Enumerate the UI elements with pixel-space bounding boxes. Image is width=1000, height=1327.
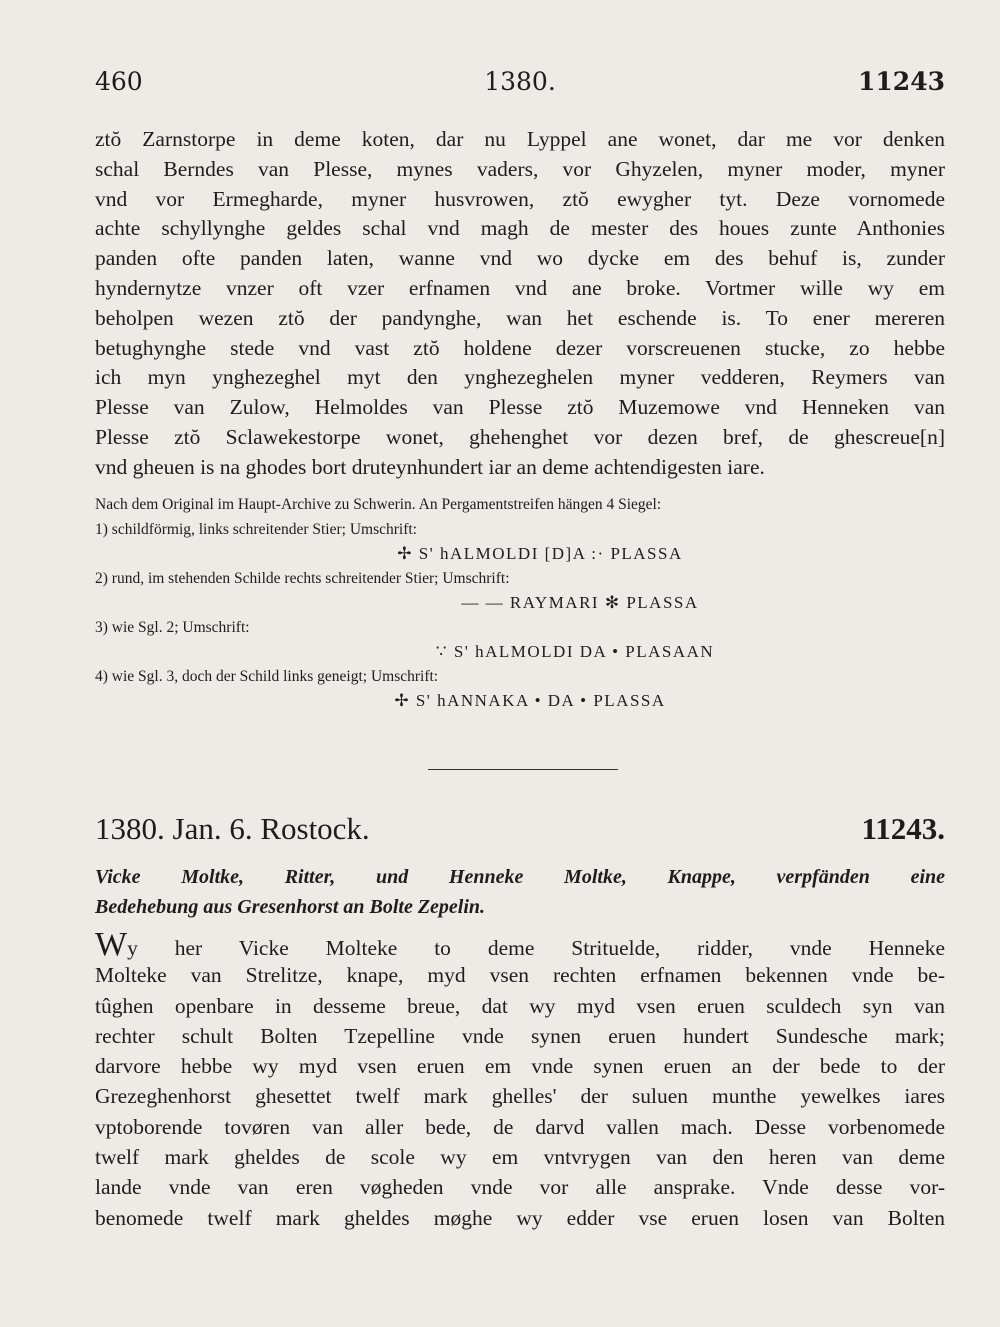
document-text	[95, 926, 945, 1233]
header-year: 1380.	[484, 67, 556, 96]
text-line: darvore hebbe wy myd vsen eruen em vnde synen eruen an der bede to der	[95, 1054, 945, 1079]
text-line: vnd gheuen is na ghodes bort druteynhundert iar an deme achtendigesten iare.	[95, 454, 765, 479]
text-line: betughynghe stede vnd vast ztŏ holdene dezer vorscreuenen stucke, zo hebbe	[95, 335, 945, 360]
seal-legend-2: — — RAYMARI ✻ PLASSA	[461, 593, 699, 612]
running-header	[95, 62, 945, 102]
text-line: ztŏ Zarnstorpe in deme koten, dar nu Lyppel ane wonet, dar me vor denken	[95, 127, 945, 151]
summary-line: Vicke Moltke, Ritter, und Henneke Moltke, Knappe, verpfänden eine	[95, 866, 945, 888]
seal-description-2: 2) rund, im stehenden Schilde rechts schreitender Stier; Umschrift:	[95, 570, 510, 587]
document-summary	[95, 862, 945, 922]
text-line: Plesse ztŏ Sclawekestorpe wonet, ghehenghet vor dezen bref, de ghescreue[n]	[95, 424, 945, 449]
document-heading	[95, 808, 945, 850]
seal-notes	[95, 492, 945, 713]
text-line: twelf mark gheldes de scole wy em vntvrygen van den heren van deme	[95, 1145, 945, 1170]
text-line: panden ofte panden laten, wanne vnd wo dycke em des behuf is, zunder	[95, 246, 945, 271]
text-line: vnd vor Ermegharde, myner husvrowen, ztŏ ewygher tyt. Deze vornomede	[95, 186, 945, 211]
text-line: Grezeghenhorst ghesettet twelf mark ghelles' der suluen munthe yewelkes iares	[95, 1084, 945, 1109]
seal-legend-1: ✢ S' hALMOLDI [D]A :· PLASSA	[397, 544, 683, 563]
source-note: Nach dem Original im Haupt-Archive zu Schwerin. An Pergamentstreifen hängen 4 Siegel:	[95, 496, 662, 513]
drop-cap: W	[95, 926, 128, 963]
page-number: 460	[95, 67, 143, 96]
first-line-text: y her Vicke Molteke to deme Strituelde, ridder, vnde Henneke	[127, 936, 945, 960]
text-line: benomede twelf mark gheldes møghe wy edder vse eruen losen van Bolten	[95, 1205, 945, 1230]
seal-description-3: 3) wie Sgl. 2; Umschrift:	[95, 619, 250, 636]
text-line: tûghen openbare in desseme breue, dat wy myd vsen eruen sculdech syn van	[95, 993, 945, 1018]
text-line: schal Berndes van Plesse, mynes vaders, vor Ghyzelen, myner moder, myner	[95, 156, 945, 181]
text-line: achte schyllynghe geldes schal vnd magh de mester des houes zunte Anthonies	[95, 216, 945, 241]
header-doc-number: 11243	[858, 67, 945, 96]
text-line: lande vnde van eren vøgheden vnde vor alle ansprake. Vnde desse vor-	[95, 1175, 945, 1200]
seal-description-4: 4) wie Sgl. 3, doch der Schild links geneigt; Umschrift:	[95, 668, 439, 685]
text-line: beholpen wezen ztŏ der pandynghe, wan het eschende is. To ener mereren	[95, 305, 945, 330]
text-line: hyndernytze vnzer oft vzer erfnamen vnd ane broke. Vortmer wille wy em	[95, 275, 945, 300]
document-date-place: 1380. Jan. 6. Rostock.	[95, 811, 370, 846]
text-line-first	[95, 926, 945, 963]
text-line: ich myn ynghezeghel myt den ynghezeghelen myner vedderen, Reymers van	[95, 365, 945, 390]
seal-legend-4: ✢ S' hANNAKA • DA • PLASSA	[394, 691, 666, 710]
section-divider	[428, 769, 618, 770]
previous-document-text	[95, 125, 945, 483]
text-line: vptoborende tovøren van aller bede, de darvd vallen mach. Desse vorbenomede	[95, 1114, 945, 1139]
summary-line: Bedehebung aus Gresenhorst an Bolte Zepelin.	[95, 896, 486, 918]
text-line: Molteke van Strelitze, knape, myd vsen rechten erfnamen bekennen vnde be-	[95, 963, 945, 988]
text-line: rechter schult Bolten Tzepelline vnde synen eruen hundert Sundesche mark;	[95, 1023, 945, 1048]
document-number: 11243.	[861, 811, 945, 846]
seal-legend-3: ∵ S' hALMOLDI DA • PLASAAN	[435, 642, 715, 661]
seal-description-1: 1) schildförmig, links schreitender Stier; Umschrift:	[95, 521, 417, 538]
text-line: Plesse van Zulow, Helmoldes van Plesse ztŏ Muzemowe vnd Henneken van	[95, 395, 945, 420]
